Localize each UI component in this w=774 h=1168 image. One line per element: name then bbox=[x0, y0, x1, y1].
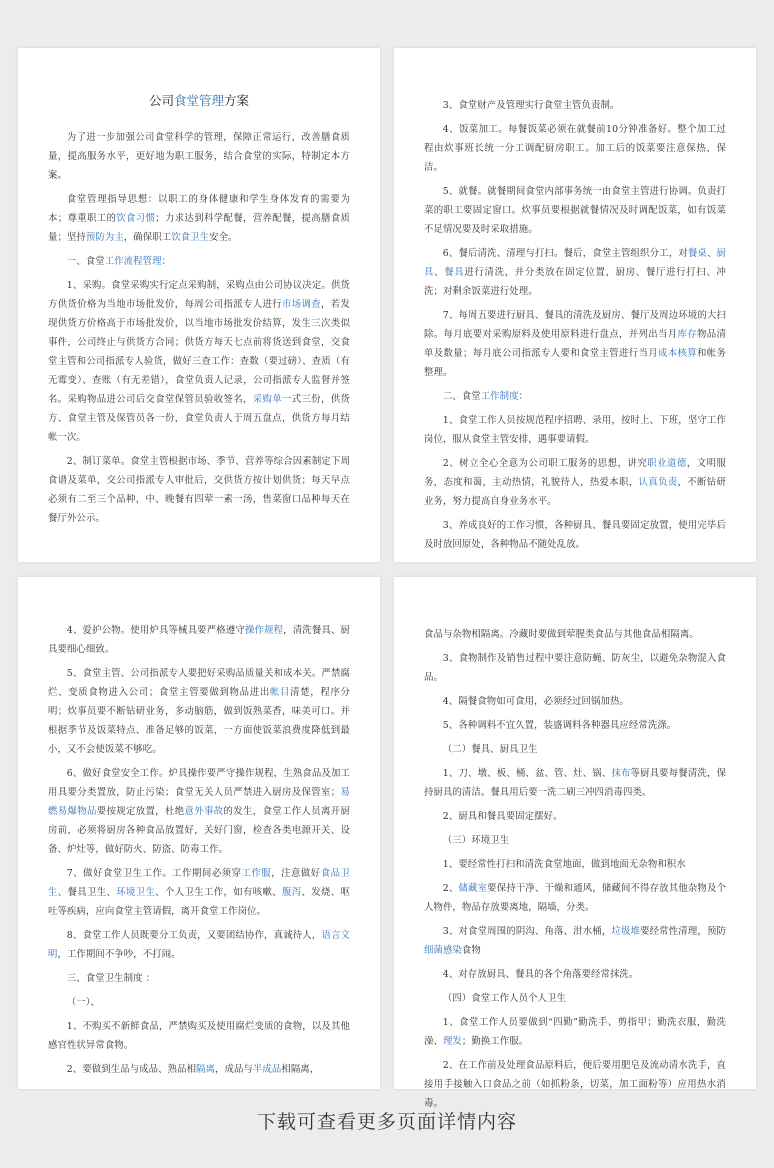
text-run: 6、做好食堂安全工作。炉具操作要严守操作规程，生熟食品及加工用具要分类置放，防止污染；食堂无关人员严禁进入厨房及保管室； bbox=[48, 768, 350, 798]
paragraph bbox=[424, 120, 726, 177]
text-run: 2、厨具和餐具要固定摆好。 bbox=[442, 811, 563, 822]
paragraph bbox=[424, 1056, 726, 1113]
paragraph bbox=[424, 387, 726, 406]
text-run: 三、食堂卫生制度 ： bbox=[66, 973, 156, 984]
paragraph bbox=[424, 96, 726, 115]
document-page-1 bbox=[18, 48, 380, 562]
paragraph bbox=[424, 625, 726, 644]
highlight-link[interactable]: 易燃易爆物品 bbox=[48, 787, 350, 817]
highlight-link[interactable]: 饮食习惯 bbox=[116, 212, 156, 224]
text-run: 二、食堂 bbox=[442, 391, 481, 402]
paragraph bbox=[48, 764, 350, 859]
paragraph bbox=[48, 864, 350, 921]
highlight-link[interactable]: 食品卫生 bbox=[48, 868, 350, 898]
text-run: ，注意做好 bbox=[271, 868, 321, 879]
text-run: ；勤换工作服。 bbox=[461, 1036, 529, 1047]
text-run: 要经常性清理，预防 bbox=[640, 926, 726, 937]
text-run: 1、食堂工作人员要做到“四勤”勤洗手、剪指甲；勤洗衣服，勤洗澡、 bbox=[424, 1017, 726, 1047]
text-run: 等厨具要每餐清洗，保持厨具的清洁。餐具用后要一洗二刷三冲四消毒四类。 bbox=[424, 768, 726, 798]
text-run: 5、就餐。就餐期间食堂内部事务统一由食堂主管进行协调。负责打菜的职工要固定窗口。炊事员要根据就餐情况及时调配饭菜，如有饭菜不足情况要及时采取措施。 bbox=[424, 186, 726, 235]
paragraph bbox=[48, 926, 350, 964]
text-run: 7、做好食堂卫生工作。工作期间必须穿 bbox=[66, 868, 242, 879]
paragraph bbox=[48, 252, 350, 271]
text-run: 、个人卫生工作，如有咳嗽、 bbox=[155, 887, 282, 898]
text-run: 相隔离， bbox=[281, 1064, 320, 1075]
text-run: 2、 bbox=[442, 883, 459, 894]
text-run: 3、对食堂周围的阴沟、角落、泔水桶， bbox=[442, 926, 612, 937]
highlight-link[interactable]: 职业道德 bbox=[647, 458, 687, 469]
highlight-link[interactable]: 工作流程管理 bbox=[104, 255, 162, 267]
text-run: ，成品与 bbox=[215, 1064, 253, 1075]
text-run: 进行清洗，并分类放在固定位置，厨房、餐厅进行打扫、冲洗；对剩余饭菜进行处理。 bbox=[424, 267, 727, 297]
text-run: ： bbox=[518, 391, 529, 402]
paragraph bbox=[48, 621, 350, 659]
text-run: 一式三份，供货方、食堂主管及保管员各一份，食堂负责人于周五盘点，供货方每月结帐一次。 bbox=[48, 393, 351, 443]
text-run: 2、在工作前及处理食品原料后，便后要用肥皂及流动清水洗手，直接用手接触入口食品之前（如抓粉条，切菜，加工面粉等）应用热水消毒。 bbox=[424, 1060, 726, 1109]
text-run: 3、食堂财产及管理实行食堂主管负责制。 bbox=[442, 100, 620, 111]
text-run: 安全。 bbox=[209, 231, 238, 243]
text-run: 1、要经常性打扫和清洗食堂地面，做到地面无杂物和积水 bbox=[442, 859, 686, 870]
text-run: 的发生，食堂工作人员离开厨房前，必须将厨房各种食品放置好，关好门窗，检查各类电源开关、设备、炉灶等，做好防火、防盗、防毒工作。 bbox=[48, 806, 350, 855]
text-run: 3、养成良好的工作习惯，各种厨具、餐具要固定放置，使用完毕后及时放回原处，各种物品不随处乱放。 bbox=[424, 520, 726, 550]
document-page-4 bbox=[394, 577, 756, 1109]
text-run: 5、各种调料不宜久置，装盛调料各种器具应经常洗涤。 bbox=[442, 720, 677, 731]
highlight-link[interactable]: 隔离 bbox=[196, 1064, 215, 1075]
text-run: 物品清单及数量；每月底公司指派专人要和食堂主管进行当月 bbox=[424, 329, 727, 359]
paragraph bbox=[424, 692, 726, 711]
highlight-link[interactable]: 餐具 bbox=[444, 267, 465, 278]
text-run: 、发烧、呕吐等疾病，应向食堂主管请假，离开食堂工作岗位。 bbox=[48, 887, 350, 917]
text-run: 要保持干净、干燥和通风，储藏间不得存放其他杂物及个人物件，物品存放要离地，隔墙，分类。 bbox=[424, 883, 726, 913]
paragraph bbox=[424, 831, 726, 850]
paragraph bbox=[424, 740, 726, 759]
highlight-link[interactable]: 餐桌 bbox=[687, 248, 707, 259]
paragraph bbox=[48, 1017, 350, 1055]
download-more-link[interactable]: 下载可查看更多页面详情内容 bbox=[256, 1111, 517, 1133]
text-run: 4、饭菜加工。每餐饭菜必须在就餐前10分钟准备好。整个加工过程由炊事班长统一分工调配厨房职工。加工后的饭菜要注意保热、保洁。 bbox=[424, 124, 726, 173]
text-run: ，不断钻研业务，努力提高自身业务水平。 bbox=[424, 477, 727, 507]
paragraph bbox=[424, 182, 726, 239]
paragraph bbox=[424, 855, 726, 874]
text-run: 1、刀、墩、板、桶、盆、管、灶、锅、 bbox=[442, 768, 612, 779]
text-run: （一）、 bbox=[66, 997, 101, 1008]
paragraph bbox=[424, 965, 726, 984]
paragraph bbox=[424, 922, 726, 960]
text-run: ： bbox=[161, 255, 172, 267]
text-run: 8、食堂工作人员既要分工负责，又要团结协作，真诚待人， bbox=[66, 930, 322, 941]
page-body bbox=[424, 96, 726, 554]
highlight-link[interactable]: 操作规程 bbox=[244, 625, 284, 636]
text-run: 7、每周五要进行厨具、餐具的清洗及厨房、餐厅及周边环境的大扫除。每月底要对采购原料及使用原料进行盘点，并列出当月 bbox=[424, 310, 726, 340]
highlight-link[interactable]: 厨具 bbox=[424, 248, 726, 278]
highlight-link[interactable]: 语言文明 bbox=[48, 930, 350, 960]
highlight-link[interactable]: 理发 bbox=[442, 1036, 462, 1047]
text-run: 、餐具卫生、 bbox=[57, 887, 117, 898]
text-run: 要按规定放置，杜绝 bbox=[96, 806, 185, 817]
highlight-link[interactable]: 垃圾堆 bbox=[611, 926, 641, 937]
paragraph bbox=[424, 411, 726, 449]
text-run: 4、隔餐食物如可食用，必须经过回锅加热。 bbox=[442, 696, 629, 707]
document-title bbox=[48, 92, 350, 110]
text-run: ；力求达到科学配餐，营养配餐，提高膳食质量；坚持 bbox=[48, 212, 351, 243]
text-run: 3、食物制作及销售过程中要注意防蝇、防灰尘，以避免杂物混入食品。 bbox=[424, 653, 726, 683]
text-run: 2、树立全心全意为公司职工服务的思想，讲究 bbox=[442, 458, 648, 469]
highlight-link[interactable]: 市场调查 bbox=[282, 298, 322, 310]
text-run: 2、要做到生品与成品、熟品相 bbox=[66, 1064, 197, 1075]
text-run: 1、采购。食堂采购实行定点采购制，采购点由公司协议决定。供货方供货价格为当地市场批发价，每周公司指派专人进行 bbox=[48, 279, 350, 310]
paragraph bbox=[424, 716, 726, 735]
document-page-3 bbox=[18, 577, 380, 1089]
paragraph bbox=[48, 128, 350, 185]
text-run: 为了进一步加强公司食堂科学的管理，保障正常运行，改善膳食质量，提高服务水平，更好地为职工服务，结合食堂的实际，特制定本方案。 bbox=[48, 131, 350, 181]
paragraph bbox=[424, 454, 726, 511]
paragraph bbox=[48, 276, 350, 447]
highlight-link[interactable]: 抹布 bbox=[611, 768, 631, 779]
highlight-link[interactable]: 环境卫生 bbox=[116, 887, 156, 898]
highlight-link[interactable]: 工作服 bbox=[241, 868, 272, 879]
paragraph bbox=[48, 993, 350, 1012]
paragraph bbox=[48, 969, 350, 988]
highlight-link[interactable]: 半成品 bbox=[252, 1064, 282, 1075]
paragraph bbox=[424, 306, 726, 382]
document-page-2 bbox=[394, 48, 756, 562]
page-body bbox=[48, 128, 350, 528]
highlight-link[interactable]: 工作制度 bbox=[480, 391, 519, 402]
text-run: 食物 bbox=[461, 945, 481, 956]
text-run: 和帐务整理。 bbox=[424, 348, 727, 378]
text-run: 2、制订菜单。食堂主管根据市场、季节、营养等综合因素制定下周食谱及菜单，交公司指派专人审批后，交供货方按计划供货；每天早点必须有二至三个品种，中、晚餐有四荤一素一汤，售菜窗口品种每天在餐厅外公示。 bbox=[48, 455, 350, 524]
highlight-link[interactable]: 帐目 bbox=[269, 687, 291, 698]
text-run: 4、爱护公物。使用炉具等械具要严格遵守 bbox=[66, 625, 245, 636]
paragraph bbox=[424, 244, 726, 301]
text-run: 公司 bbox=[148, 93, 174, 108]
text-run: （四）食堂工作人员个人卫生 bbox=[442, 993, 566, 1004]
text-run: 食堂管理指导思想：以职工的身体健康和学生身体发育的需要为本；尊重职工的 bbox=[48, 193, 350, 224]
paragraph bbox=[48, 190, 350, 247]
text-run: 5、食堂主管、公司指派专人要把好采购品质量关和成本关。严禁腐烂、变质食物进入公司；食堂主管要做到物品进出 bbox=[48, 668, 350, 698]
paragraph bbox=[424, 989, 726, 1008]
paragraph bbox=[424, 649, 726, 687]
text-run: 食品与杂物相隔离。冷藏时要做到荤腥类食品与其他食品相隔离。 bbox=[424, 629, 699, 640]
highlight-link[interactable]: 饮食卫生 bbox=[171, 231, 210, 243]
text-run: ，文明服务，态度和蔼，主动热情，礼貌待人，热爱本职， bbox=[424, 458, 726, 488]
paragraph bbox=[424, 879, 726, 917]
text-run: 清楚，程序分明；炊事员要不断钻研业务，多动脑筋，做到饭熟菜香，味美可口。并根据季节及饭菜特点、准备足够的饭菜，一方面使饭菜浪费度降低到最小，又不会使饭菜不够吃。 bbox=[48, 687, 351, 755]
text-run: ，若发现供货方价格高于市场批发价，以当地市场批发价结算，发生三次类似事件，公司终止与供货方合同；供货方每天七点前将货送到食堂，交食堂主管和公司指派专人验货，做好三查工作：查数（要过磅）、查质（有无霉变）、查账（有无差错），食堂负责人记录，公司指派专人监督并签名。采购物品进公司后交食堂保管员验收签名， bbox=[48, 298, 351, 405]
text-run: 、 bbox=[706, 248, 717, 259]
text-run: ，清洗餐具、厨具要细心细致。 bbox=[48, 625, 350, 655]
text-run: 方案 bbox=[224, 93, 250, 108]
page-body bbox=[424, 625, 726, 1113]
text-run: ，工作期间不争吵，不打闹。 bbox=[57, 949, 181, 960]
highlight-link[interactable]: 食堂管理 bbox=[173, 93, 224, 108]
text-run: 、 bbox=[434, 267, 445, 278]
text-run: 1、不购买不新鲜食品，严禁购买及使用腐烂变质的食物，以及其他感官性状异常食物。 bbox=[48, 1021, 350, 1051]
text-run: （三）环境卫生 bbox=[442, 835, 510, 846]
paragraph bbox=[48, 452, 350, 528]
highlight-link[interactable]: 细菌感染 bbox=[424, 945, 462, 956]
highlight-link[interactable]: 储藏室 bbox=[458, 883, 488, 894]
paragraph bbox=[48, 1060, 350, 1079]
highlight-link[interactable]: 采购单 bbox=[252, 393, 283, 405]
text-run: 1、食堂工作人员按规范程序招聘、录用，按时上、下班，坚守工作岗位，服从食堂主管安排，遇事要请假。 bbox=[424, 415, 726, 445]
text-run: （二）餐具、厨具卫生 bbox=[442, 744, 538, 755]
page-body bbox=[48, 621, 350, 1079]
highlight-link[interactable]: 认真负责 bbox=[638, 477, 678, 488]
paragraph bbox=[424, 1013, 726, 1051]
paragraph bbox=[424, 764, 726, 802]
highlight-link[interactable]: 库存 bbox=[677, 329, 698, 340]
paragraph bbox=[48, 664, 350, 759]
highlight-link[interactable]: 意外事故 bbox=[184, 806, 224, 817]
highlight-link[interactable]: 成本核算 bbox=[658, 348, 698, 359]
text-run: 6、餐后清洗、清理与打扫。餐后，食堂主管组织分工，对 bbox=[442, 248, 688, 259]
text-run: 一、食堂 bbox=[66, 255, 105, 267]
highlight-link[interactable]: 预防为主 bbox=[85, 231, 124, 243]
text-run: ，确保职工 bbox=[123, 231, 172, 243]
highlight-link[interactable]: 腹泻 bbox=[282, 887, 302, 898]
paragraph bbox=[424, 516, 726, 554]
text-run: 4、对存放厨具、餐具的各个角落要经常抹洗。 bbox=[442, 969, 639, 980]
paragraph bbox=[424, 807, 726, 826]
